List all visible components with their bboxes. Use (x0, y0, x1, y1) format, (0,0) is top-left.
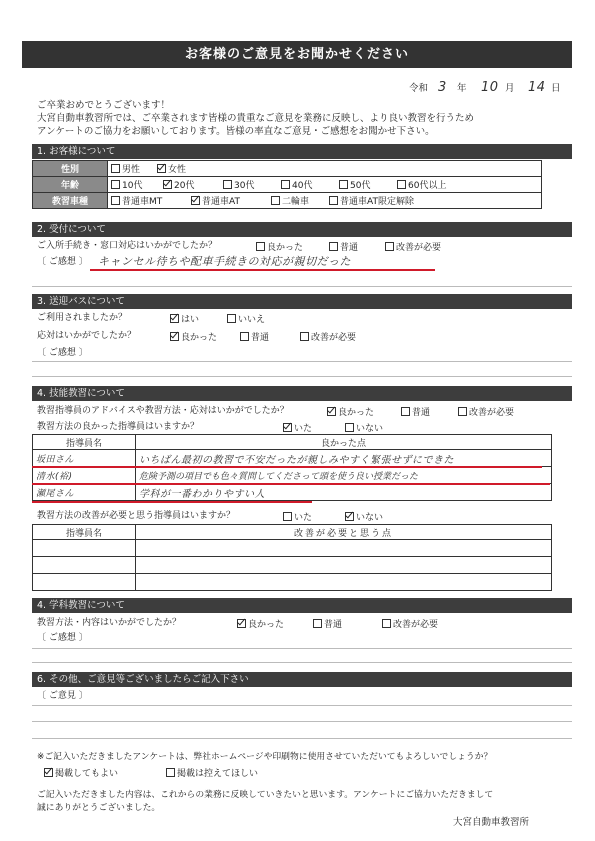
checkbox-icon (227, 314, 236, 323)
good-point: 学科が一番わかりやすい人 (136, 484, 552, 501)
checkbox-icon (397, 180, 406, 189)
closing-line-1: ご記入いただきました内容は、これからの業務に反映していきたいと思います。アンケートにご協力いただきまして (37, 790, 494, 800)
table-row (33, 557, 552, 574)
table-row (33, 484, 552, 501)
table-row (33, 467, 552, 484)
checkbox-checked-icon (157, 164, 166, 173)
reception-comment: キャンセル待ちや配車手続きの対応が親切だった (98, 255, 351, 268)
publish-allow[interactable]: 掲載してもよい (44, 768, 118, 779)
driving-advice-good[interactable]: 良かった (327, 407, 374, 418)
publish-decline[interactable]: 掲載は控えてほしい (166, 768, 258, 779)
checkbox-icon (240, 332, 249, 341)
classroom-comment-label: 〔 ご感想 〕 (37, 633, 88, 643)
improve-instructor-no[interactable]: いない (345, 512, 383, 523)
other-comment-label: 〔 ご意見 〕 (37, 691, 88, 701)
reception-option-normal[interactable]: 普通 (329, 242, 358, 253)
age-options[interactable]: 10代 20代 30代 40代 50代 60代以上 (108, 177, 542, 193)
intro-line-2: 大宮自動車教習所では、ご卒業されます皆様の貴重なご意見を業務に反映し、より良い教習を行うため (37, 113, 475, 124)
gender-male[interactable]: 男性 (108, 161, 155, 177)
checkbox-checked-icon (170, 332, 179, 341)
bus-service-improve[interactable]: 改善が必要 (300, 332, 356, 343)
col-header-good-point: 良かった点 (136, 435, 552, 450)
good-instructor-yes[interactable]: いた (283, 423, 312, 434)
table-row (33, 574, 552, 591)
customer-info-table (32, 160, 542, 209)
date-month-unit: 月 (505, 83, 515, 94)
driving-advice-question: 教習指導員のアドバイスや教習方法・応対はいかがでしたか？ (37, 406, 289, 416)
rule-line (32, 648, 572, 649)
section-5-heading: 4. 学科教習について (32, 598, 572, 613)
good-instructor-question: 教習方法の良かった指導員はいますか？ (37, 422, 200, 432)
date-month-value: 10 (481, 80, 499, 95)
school-name: 大宮自動車教習所 (453, 817, 530, 828)
checkbox-checked-icon (237, 619, 246, 628)
bus-service-good[interactable]: 良かった (170, 332, 217, 343)
date-day-unit: 日 (551, 83, 561, 94)
intro-line-1: ご卒業おめでとうございます！ (37, 100, 171, 111)
rule-line (32, 286, 572, 287)
checkbox-icon (329, 242, 338, 251)
good-point: いちばん最初の教習で不安だったが親しみやすく緊張せずにできた (136, 450, 552, 467)
checkbox-icon (283, 512, 292, 521)
checkbox-icon (385, 242, 394, 251)
checkbox-icon (223, 180, 232, 189)
checkbox-checked-icon (163, 180, 172, 189)
section-4-heading: 4. 技能教習について (32, 386, 572, 401)
good-instructor-no[interactable]: いない (345, 423, 383, 434)
classroom-option-good[interactable]: 良かった (237, 619, 284, 630)
checkbox-checked-icon (44, 768, 53, 777)
bus-used-no[interactable]: いいえ (227, 314, 265, 325)
gender-female[interactable]: 女性 (154, 161, 542, 177)
rule-line (32, 361, 572, 362)
bus-service-question: 応対はいかがでしたか？ (37, 331, 137, 341)
red-underline (90, 269, 435, 271)
checkbox-checked-icon (191, 196, 200, 205)
checkbox-icon (339, 180, 348, 189)
bus-used-question: ご利用されましたか？ (37, 313, 128, 323)
reception-comment-label: 〔 ご感想 〕 (37, 257, 88, 267)
improve-instructor-yes[interactable]: いた (283, 512, 312, 523)
checkbox-icon (401, 407, 410, 416)
improve-instructor-table (32, 524, 552, 591)
table-row (33, 540, 552, 557)
checkbox-icon (458, 407, 467, 416)
page-title: お客様のご意見をお聞かせください (22, 41, 572, 68)
checkbox-icon (382, 619, 391, 628)
red-underline (32, 466, 542, 468)
driving-advice-improve[interactable]: 改善が必要 (458, 407, 514, 418)
col-header-improve-point: 改善が必要と思う点 (136, 525, 552, 540)
checkbox-icon (166, 768, 175, 777)
improve-instructor-question: 教習方法の改善が必要と思う指導員はいますか？ (37, 511, 236, 521)
rule-line (32, 721, 572, 722)
checkbox-checked-icon (345, 512, 354, 521)
checkbox-icon (111, 180, 120, 189)
checkbox-checked-icon (170, 314, 179, 323)
checkbox-icon (111, 196, 120, 205)
checkbox-icon (313, 619, 322, 628)
intro-line-3: アンケートのご協力をお願いしております。皆様の率直なご意見・ご感想をお聞かせ下さい。 (37, 126, 435, 137)
instructor-name: 瀬尾さん (33, 484, 136, 501)
reception-option-good[interactable]: 良かった (256, 242, 303, 253)
date-era: 令和 (409, 83, 429, 94)
rule-line (32, 662, 572, 663)
checkbox-icon (111, 164, 120, 173)
date-day-value: 14 (528, 80, 546, 95)
reception-option-improve[interactable]: 改善が必要 (385, 242, 441, 253)
checkbox-icon (345, 423, 354, 432)
closing-line-2: 誠にありがとうございました。 (37, 803, 161, 813)
date-year-unit: 年 (457, 83, 467, 94)
instructor-name: 坂田さん (33, 450, 136, 467)
red-underline (32, 501, 312, 503)
checkbox-icon (281, 180, 290, 189)
table-row (33, 450, 552, 467)
bus-service-normal[interactable]: 普通 (240, 332, 269, 343)
red-underline (32, 483, 550, 485)
section-3-heading: 3. 送迎バスについて (32, 294, 572, 309)
age-label: 年齢 (33, 177, 108, 193)
instructor-name: 清水(裕) (33, 467, 136, 484)
checkbox-icon (329, 196, 338, 205)
rule-line (32, 705, 572, 706)
classroom-option-improve[interactable]: 改善が必要 (382, 619, 438, 630)
checkbox-icon (256, 242, 265, 251)
section-2-heading: 2. 受付について (32, 222, 572, 237)
col-header-instructor: 指導員名 (33, 435, 136, 450)
bus-used-yes[interactable]: はい (170, 314, 199, 325)
section-1-heading: 1. お客様について (32, 144, 572, 159)
vehicle-options[interactable]: 普通車MT 普通車AT 二輪車 普通車AT限定解除 (108, 193, 542, 209)
checkbox-checked-icon (327, 407, 336, 416)
classroom-option-normal[interactable]: 普通 (313, 619, 342, 630)
driving-advice-normal[interactable]: 普通 (401, 407, 430, 418)
section-6-heading: 6. その他、ご意見等ございましたらご記入下さい (32, 672, 572, 687)
publish-question: ※ご記入いただきましたアンケートは、弊社ホームページや印刷物に使用させていただいてもよろしいでしょうか？ (37, 752, 493, 762)
checkbox-icon (271, 196, 280, 205)
checkbox-checked-icon (283, 423, 292, 432)
date-year-value: 3 (438, 80, 447, 95)
col-header-instructor: 指導員名 (33, 525, 136, 540)
good-point: 危険予測の項目でも色々質問してくださって頭を使う良い授業だった (136, 467, 552, 484)
reception-question: ご入所手続き・窓口対応はいかがでしたか？ (37, 241, 218, 251)
vehicle-label: 教習車種 (33, 193, 108, 209)
checkbox-icon (300, 332, 309, 341)
rule-line (32, 376, 572, 377)
rule-line (32, 738, 572, 739)
gender-label: 性別 (33, 161, 108, 177)
bus-comment-label: 〔 ご感想 〕 (37, 348, 88, 358)
classroom-question: 教習方法・内容はいかがでしたか？ (37, 618, 182, 628)
